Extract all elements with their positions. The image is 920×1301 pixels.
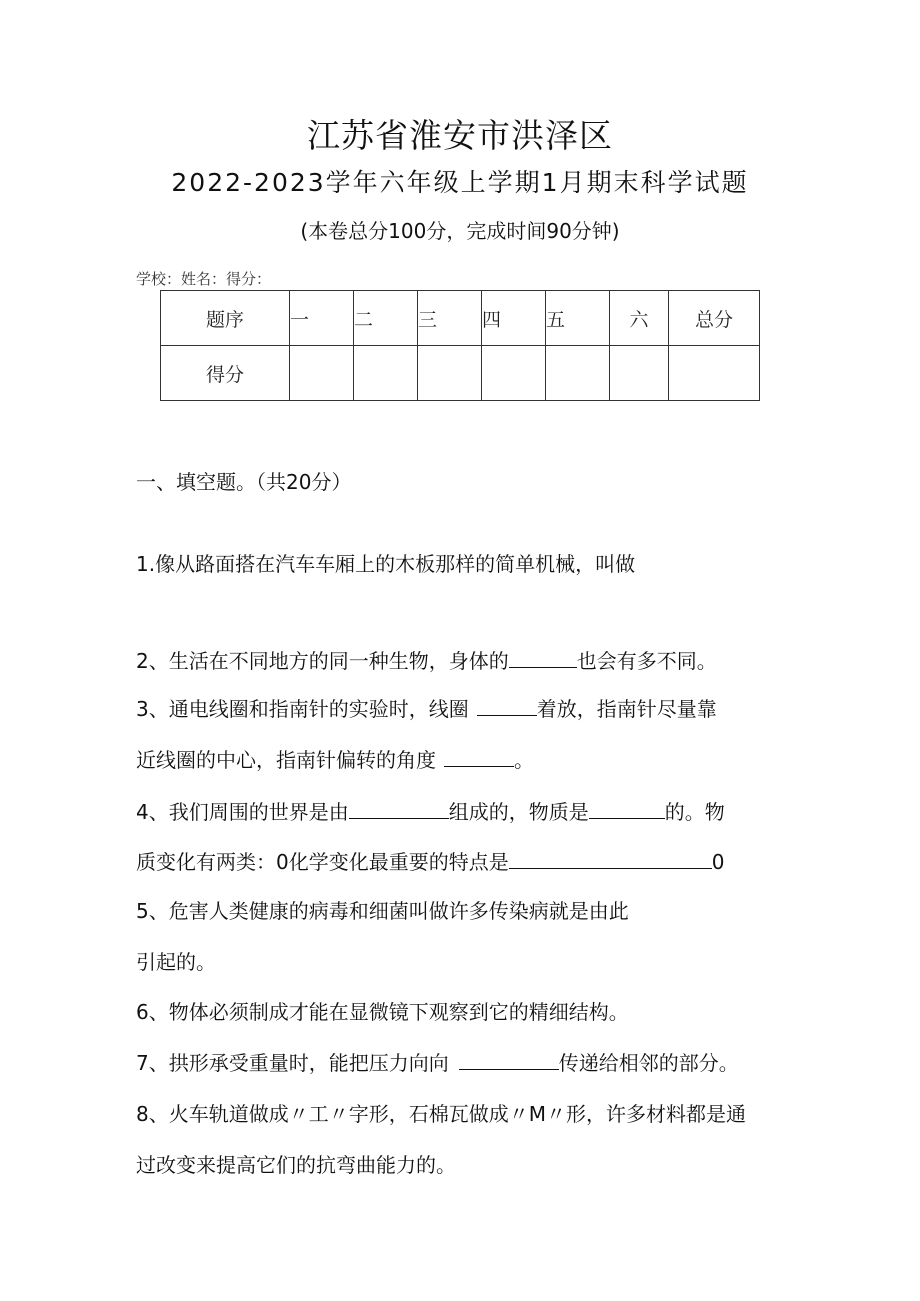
question-text: 5、危害人类健康的病毒和细菌叫做许多传染病就是由此 <box>136 899 629 923</box>
score-input-cell[interactable] <box>669 346 760 401</box>
question-text: 着放，指南针尽量靠 <box>536 697 717 721</box>
score-input-cell[interactable] <box>546 346 610 401</box>
score-input-cell[interactable] <box>354 346 418 401</box>
question-4-cont <box>136 846 724 875</box>
question-text: 引起的。 <box>136 950 216 974</box>
table-cell: 总分 <box>669 291 760 346</box>
table-cell: 一 <box>290 291 354 346</box>
question-text: 的。物 <box>664 800 725 824</box>
question-5 <box>136 895 629 924</box>
question-text: 0 <box>711 850 725 874</box>
answer-blank[interactable] <box>589 798 665 819</box>
question-3-cont <box>136 744 534 773</box>
score-input-cell[interactable] <box>482 346 546 401</box>
question-3 <box>136 693 717 722</box>
question-text: 过改变来提高它们的抗弯曲能力的。 <box>136 1153 456 1177</box>
score-input-cell[interactable] <box>418 346 482 401</box>
answer-blank[interactable] <box>349 798 449 819</box>
exam-subtitle: (本卷总分100分，完成时间90分钟) <box>300 219 620 243</box>
table-cell: 二 <box>354 291 418 346</box>
question-1 <box>136 548 635 577</box>
question-text: 质变化有两类：0化学变化最重要的特点是 <box>136 850 509 874</box>
question-text: 1.像从路面搭在汽车车厢上的木板那样的简单机械，叫做 <box>136 552 636 576</box>
question-text: 7、拱形承受重量时，能把压力向向 <box>136 1051 449 1075</box>
question-text: 组成的，物质是 <box>448 800 589 824</box>
question-text: 2、生活在不同地方的同一种生物，身体的 <box>136 649 509 673</box>
question-text: 6、物体必须制成才能在显微镜下观察到它的精细结构。 <box>136 1000 629 1024</box>
score-input-cell[interactable] <box>610 346 669 401</box>
score-table-score-row <box>161 346 760 401</box>
answer-blank[interactable] <box>459 1049 559 1070</box>
question-text: 。 <box>514 748 534 772</box>
exam-title: 2022-2023学年六年级上学期1月期末科学试题 <box>171 168 749 197</box>
section-heading: 一、填空题。（共20分） <box>136 470 352 494</box>
question-text: 传递给相邻的部分。 <box>558 1051 739 1075</box>
question-8-cont <box>136 1149 456 1178</box>
answer-blank[interactable] <box>509 647 577 668</box>
question-6 <box>136 996 629 1025</box>
answer-blank[interactable] <box>444 746 514 767</box>
question-text: 也会有多不同。 <box>576 649 717 673</box>
answer-blank[interactable] <box>509 848 712 869</box>
table-cell: 三 <box>418 291 482 346</box>
answer-blank[interactable] <box>477 695 537 716</box>
question-text: 4、我们周围的世界是由 <box>136 800 349 824</box>
table-cell: 四 <box>482 291 546 346</box>
question-5-cont <box>136 946 216 975</box>
question-4 <box>136 796 725 825</box>
score-input-cell[interactable] <box>290 346 354 401</box>
table-cell: 五 <box>546 291 610 346</box>
score-table-header-row <box>161 291 760 346</box>
question-text: 3、通电线圈和指南针的实验时，线圈 <box>136 697 469 721</box>
question-text: 近线圈的中心，指南针偏转的角度 <box>136 748 436 772</box>
student-info-line: 学校：姓名：得分： <box>136 270 272 288</box>
page-title: 江苏省淮安市洪泽区 <box>307 116 613 155</box>
question-8 <box>136 1098 746 1127</box>
question-7 <box>136 1047 739 1076</box>
question-2 <box>136 645 717 674</box>
score-table <box>160 290 760 401</box>
table-cell: 题序 <box>161 291 290 346</box>
table-cell: 六 <box>610 291 669 346</box>
table-cell: 得分 <box>161 346 290 401</box>
question-text: 8、火车轨道做成〃工〃字形，石棉瓦做成〃M〃形，许多材料都是通 <box>136 1102 746 1126</box>
